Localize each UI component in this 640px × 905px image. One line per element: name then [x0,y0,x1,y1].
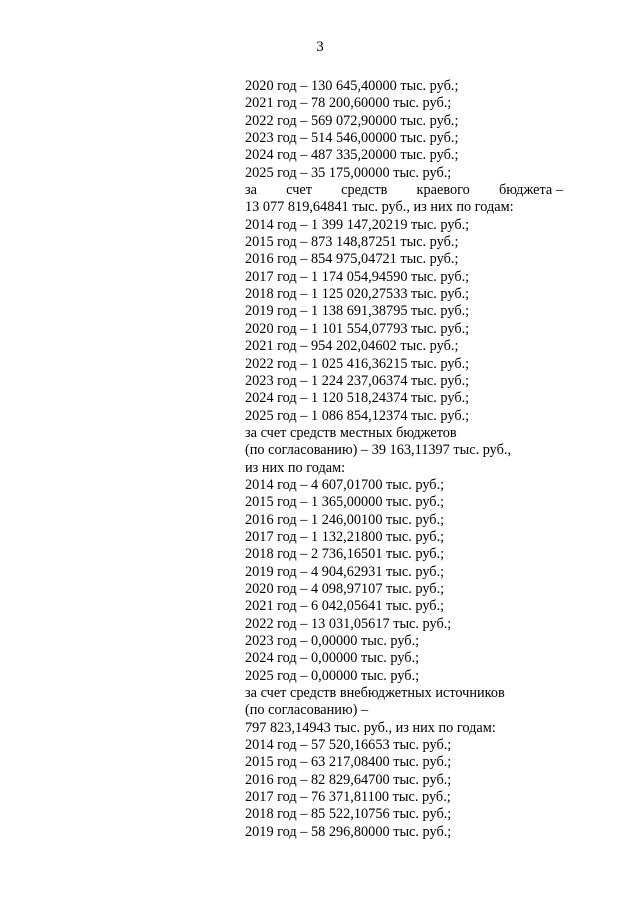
year-line-local-2016: 2016 год – 1 246,00100 тыс. руб.; [245,511,445,528]
year-line-regional-2014: 2014 год – 1 399 147,20219 тыс. руб.; [245,216,470,233]
extrabudgetary-agreement-note: (по согласованию) – [245,702,369,719]
year-line-federal-2024: 2024 год – 487 335,20000 тыс. руб.; [245,147,459,164]
year-line-federal-2025: 2025 год – 35 175,00000 тыс. руб.; [245,164,452,181]
heading-word: за [245,182,257,199]
local-budget-heading: за счет средств местных бюджетов [245,424,457,441]
year-line-regional-2022: 2022 год – 1 025 416,36215 тыс. руб.; [245,355,470,372]
year-line-extrabudgetary-2016: 2016 год – 82 829,64700 тыс. руб.; [245,771,452,788]
extrabudgetary-total: 797 823,14943 тыс. руб., из них по годам: [245,719,496,736]
year-line-local-2014: 2014 год – 4 607,01700 тыс. руб.; [245,476,445,493]
year-line-local-2019: 2019 год – 4 904,62931 тыс. руб.; [245,563,445,580]
year-line-federal-2020: 2020 год – 130 645,40000 тыс. руб.; [245,78,459,94]
year-line-local-2021: 2021 год – 6 042,05641 тыс. руб.; [245,598,445,615]
year-line-regional-2024: 2024 год – 1 120 518,24374 тыс. руб.; [245,390,470,407]
year-line-regional-2015: 2015 год – 873 148,87251 тыс. руб.; [245,234,459,251]
year-line-regional-2021: 2021 год – 954 202,04602 тыс. руб.; [245,338,459,355]
heading-word: счет [286,182,312,199]
year-line-federal-2023: 2023 год – 514 546,00000 тыс. руб.; [245,130,459,147]
year-line-local-2023: 2023 год – 0,00000 тыс. руб.; [245,633,420,649]
year-line-regional-2020: 2020 год – 1 101 554,07793 тыс. руб.; [245,320,470,337]
year-line-regional-2016: 2016 год – 854 975,04721 тыс. руб.; [245,251,459,268]
funding-text-column [245,78,563,841]
page-number: 3 [316,39,324,55]
year-line-extrabudgetary-2019: 2019 год – 58 296,80000 тыс. руб.; [245,823,452,840]
year-line-federal-2022: 2022 год – 569 072,90000 тыс. руб.; [245,112,459,129]
heading-word: средств [341,182,388,199]
regional-budget-total: 13 077 819,64841 тыс. руб., из них по годам: [245,199,514,216]
year-line-local-2022: 2022 год – 13 031,05617 тыс. руб.; [245,615,452,632]
year-line-local-2020: 2020 год – 4 098,97107 тыс. руб.; [245,580,445,597]
local-budget-by-year-label: из них по годам: [245,459,346,476]
year-line-local-2024: 2024 год – 0,00000 тыс. руб.; [245,650,420,667]
year-line-regional-2019: 2019 год – 1 138 691,38795 тыс. руб.; [245,303,470,320]
year-line-regional-2018: 2018 год – 1 125 020,27533 тыс. руб.; [245,286,470,303]
local-budget-total: (по согласованию) – 39 163,11397 тыс. руб., [245,442,512,459]
year-line-local-2018: 2018 год – 2 736,16501 тыс. руб.; [245,546,445,563]
year-line-extrabudgetary-2014: 2014 год – 57 520,16653 тыс. руб.; [245,737,452,754]
year-line-local-2015: 2015 год – 1 365,00000 тыс. руб.; [245,494,445,511]
heading-word: краевого [416,182,470,199]
heading-word: бюджета – [498,182,563,199]
year-line-extrabudgetary-2018: 2018 год – 85 522,10756 тыс. руб.; [245,806,452,823]
year-line-regional-2017: 2017 год – 1 174 054,94590 тыс. руб.; [245,268,470,285]
year-line-extrabudgetary-2015: 2015 год – 63 217,08400 тыс. руб.; [245,754,452,771]
year-line-regional-2025: 2025 год – 1 086 854,12374 тыс. руб.; [245,407,470,424]
year-line-extrabudgetary-2017: 2017 год – 76 371,81100 тыс. руб.; [245,789,451,806]
year-line-federal-2021: 2021 год – 78 200,60000 тыс. руб.; [245,95,452,112]
year-line-regional-2023: 2023 год – 1 224 237,06374 тыс. руб.; [245,372,470,389]
regional-budget-heading [245,182,563,199]
year-line-local-2017: 2017 год – 1 132,21800 тыс. руб.; [245,528,445,545]
year-line-local-2025: 2025 год – 0,00000 тыс. руб.; [245,667,420,684]
extrabudgetary-heading: за счет средств внебюджетных источников [245,685,505,702]
